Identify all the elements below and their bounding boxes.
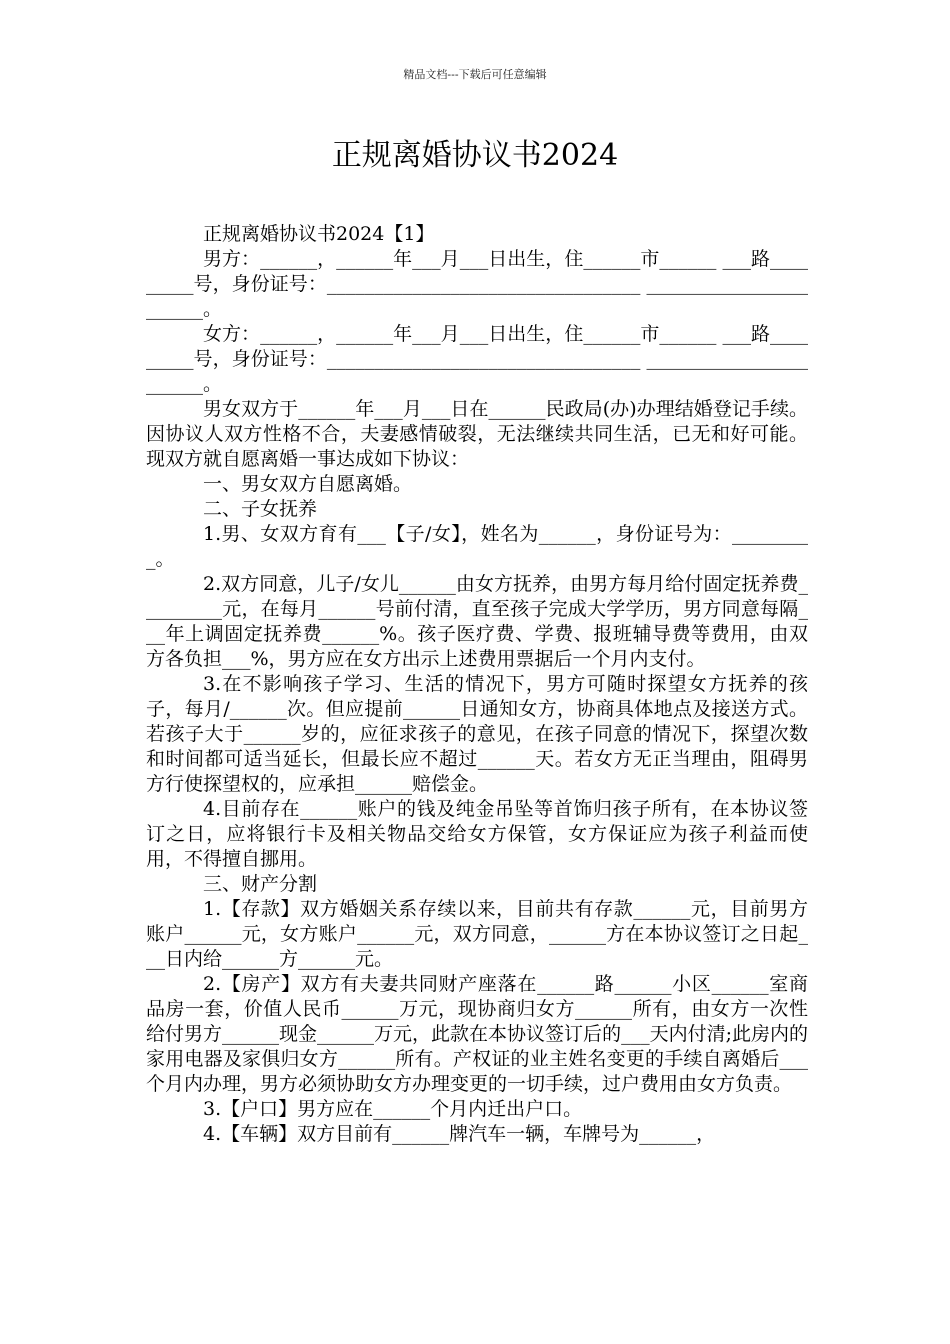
clause-2-heading: 二、子女抚养 bbox=[203, 498, 318, 520]
clause-3-item-1: 1.【存款】双方婚姻关系存续以来，目前共有存款______元，目前男方账户______元，女方账户______元，双方同意，______方在本协议签订之日起___日内给______方______元。 bbox=[146, 898, 808, 970]
document-body bbox=[146, 222, 808, 1147]
paragraph-female-party: 女方：______，______年___月___日出生，住______市______ ___路_________号，身份证号：_________________________________ _______________________。 bbox=[146, 323, 808, 395]
paragraph-preamble: 男女双方于______年___月___日在______民政局(办)办理结婚登记手续。因协议人双方性格不合，夫妻感情破裂，无法继续共同生活，已无和好可能。现双方就自愿离婚一事达成如下协议： bbox=[146, 398, 808, 470]
clause-3-item-4: 4.【车辆】双方目前有______牌汽车一辆，车牌号为______， bbox=[203, 1123, 716, 1145]
clause-2-item-4: 4.目前存在______账户的钱及纯金吊坠等首饰归孩子所有，在本协议签订之日，应将银行卡及相关物品交给女方保管，女方保证应为孩子利益而使用，不得擅自挪用。 bbox=[146, 798, 808, 870]
clause-2-item-2: 2.双方同意，儿子/女儿______由女方抚养，由男方每月给付固定抚养费_________元，在每月______号前付清，直至孩子完成大学学历，男方同意每隔___年上调固定抚养费______%。孩子医疗费、学费、报班辅导费等费用，由双方各负担___%，男方应在女方出示上述费用票据后一个月内支付。 bbox=[146, 573, 808, 670]
section-heading: 正规离婚协议书2024【1】 bbox=[203, 223, 435, 245]
clause-2-item-3: 3.在不影响孩子学习、生活的情况下，男方可随时探望女方抚养的孩子，每月/______次。但应提前______日通知女方，协商具体地点及接送方式。若孩子大于______岁的，应征求孩子的意见，在孩子同意的情况下，探望次数和时间都可适当延长，但最长应不超过______天。若女方无正当理由，阻碍男方行使探望权的，应承担______赔偿金。 bbox=[146, 673, 808, 795]
clause-2-item-1: 1.男、女双方育有___【子/女】，姓名为______，身份证号为：_________。 bbox=[146, 523, 808, 570]
page-header: 精品文档---下载后可任意编辑 bbox=[403, 68, 547, 81]
clause-3-item-2: 2.【房产】双方有夫妻共同财产座落在______路______小区______室商品房一套，价值人民币______万元，现协商归女方______所有，由女方一次性给付男方______现金______万元，此款在本协议签订后的___天内付清;此房内的家用电器及家俱归女方______所有。产权证的业主姓名变更的手续自离婚后___个月内办理，男方必须协助女方办理变更的一切手续，过户费用由女方负责。 bbox=[146, 973, 808, 1095]
paragraph-male-party: 男方：______，______年___月___日出生，住______市______ ___路_________号，身份证号：_________________________________ _______________________。 bbox=[146, 248, 808, 320]
clause-1-heading: 一、男女双方自愿离婚。 bbox=[203, 473, 413, 495]
clause-3-item-3: 3.【户口】男方应在______个月内迁出户口。 bbox=[203, 1098, 583, 1120]
document-title: 正规离婚协议书2024 bbox=[331, 138, 619, 173]
clause-3-heading: 三、财产分割 bbox=[203, 873, 318, 895]
